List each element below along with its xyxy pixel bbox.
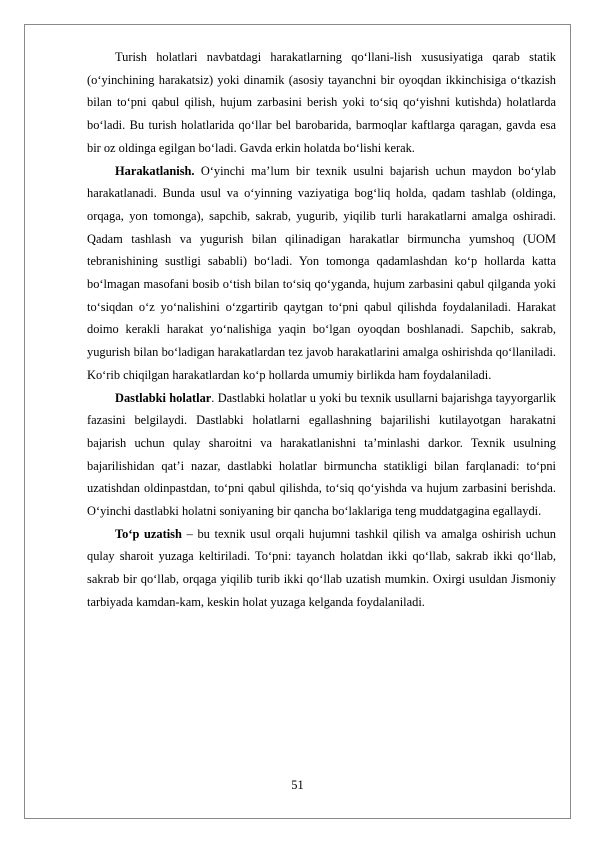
paragraph-lead: Dastlabki holatlar	[115, 390, 212, 405]
document-body	[87, 46, 556, 614]
paragraph-movement	[87, 160, 556, 387]
paragraph-ball-passing	[87, 523, 556, 614]
paragraph-text: . Dastlabki holatlar u yoki bu texnik usullarni bajarishga tayyorgarlik fazasini belgilaydi. Dastlabki holatlarni egallashning bajarilishi kutilayotgan harakatni bajarish uchun qulay sharoitni va harakatlanishni ta’minlashi darkor. Texnik usulning bajarilishidan qat’i nazar, dastlabki holatlar birmuncha statikligi bilan farqlanadi: to‘pni uzatishdan oldinpastdan, to‘pni qabul qilishda, to‘siq qo‘yishda va hujum zarbasini berishda. O‘yinchi dastlabki holatni soniyaning bir qancha bo‘laklariga teng muddatgagina egallaydi.	[87, 390, 556, 519]
paragraph-initial-positions	[87, 387, 556, 523]
page-number: 51	[291, 778, 304, 792]
paragraph-text: – bu texnik usul orqali hujumni tashkil qilish va amalga oshirish uchun qulay sharoit yuzaga keltiriladi. To‘pni: tayanch holatdan ikki qo‘llab, sakrab ikki qo‘llab, sakrab bir qo‘llab, orqaga yiqilib turib ikki qo‘llab uzatish mumkin. Oxirgi usuldan Jismoniy tarbiyada kamdan-kam, keskin holat yuzaga kelganda foydalaniladi.	[87, 526, 556, 609]
paragraph-standing-positions	[87, 46, 556, 160]
paragraph-lead: To‘p uzatish	[115, 526, 182, 541]
paragraph-text: O‘yinchi ma’lum bir texnik usulni bajarish uchun maydon bo‘ylab harakatlanadi. Bunda usul va o‘yinning vaziyatiga bog‘liq holda, qadam tashlab (oldinga, orqaga, yon tomonga), sapchib, sakrab, yugurib, yiqilib turli harakatlarni amalga oshiradi. Qadam tashlash va yugurish bilan qilinadigan harakatlar birmuncha yumshoq (UOM tebranishining sustligi sababli) bo‘ladi. Yon tomonga qadamlashdan ko‘p hollarda katta bo‘lmagan masofani bosib o‘tish bilan to‘siq qo‘yganda, hujum zarbasini qabul qilganda yoki to‘siqdan o‘z yo‘nalishini o‘zgartirib qaytgan to‘pni qabul qilishda foydalaniladi. Harakat doimo kerakli harakat yo‘nalishiga yaqin bo‘lgan oyoqdan boshlanadi. Sapchib, sakrab, yugurish bilan bo‘ladigan harakatlardan tez javob harakatlarini amalga oshirishda qo‘llaniladi. Ko‘rib chiqilgan harakatlardan ko‘p hollarda umumiy birlikda ham foydalaniladi.	[87, 163, 556, 382]
paragraph-lead: Harakatlanish.	[115, 163, 195, 178]
paragraph-text: Turish holatlari navbatdagi harakatlarning qo‘llani-lish xususiyatiga qarab statik (o‘yinchining harakatsiz) yoki dinamik (asosiy tayanchni bir oyoqdan ikkinchisiga o‘tkazish bilan to‘pni qabul qilish, hujum zarbasini berish yoki to‘siq qo‘yishni kutishda) holatlarda bo‘ladi. Bu turish holatlarida qo‘llar bel barobarida, barmoqlar kaftlarga qaragan, gavda esa bir oz oldinga egilgan bo‘ladi. Gavda erkin holatda bo‘lishi kerak.	[87, 50, 556, 155]
